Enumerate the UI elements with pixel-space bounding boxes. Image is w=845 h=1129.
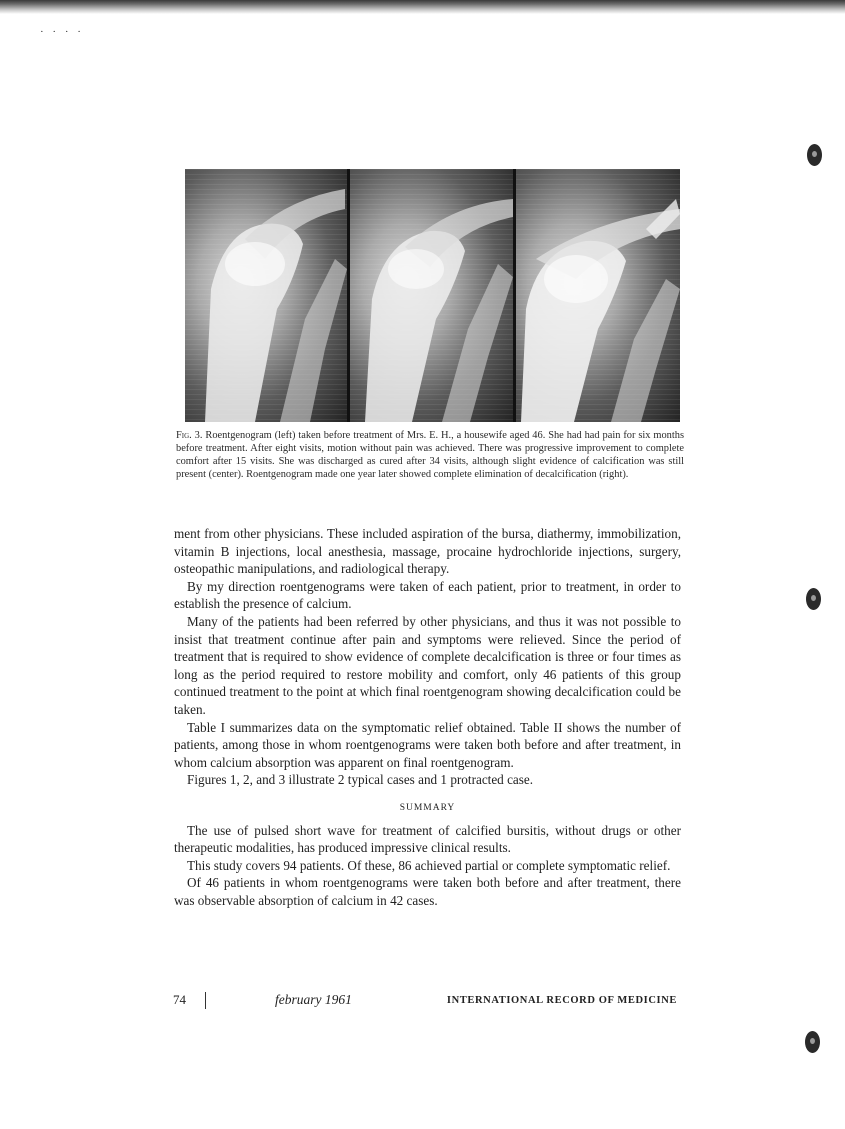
paragraph: Many of the patients had been referred by other physicians, and thus it was not possible to insist that treatment continue after pain and symptoms were relieved. Since the period of treatment that is required to show evidence of complete decalcification is three or four times as long as the period required to restore mobility and comfort, only 46 patients of this group continued treatment to the point at which final roentgenogram showing decalcification could be taken. [174,613,681,717]
paragraph: By my direction roentgenograms were taken of each patient, prior to treatment, in order to establish the presence of calcium. [174,578,681,612]
paragraph: ment from other physicians. These included aspiration of the bursa, diathermy, immobilization, vitamin B injections, local anesthesia, massage, procaine hydrochloride injections, surgery, osteopathic manipulations, and radiological therapy. [174,526,681,577]
summary-heading: SUMMARY [399,802,456,813]
issue-date: february 1961 [275,992,352,1007]
punch-hole [805,1031,820,1053]
summary-paragraph: The use of pulsed short wave for treatment of calcified bursitis, without drugs or other therapeutic modalities, has produced impressive clinical results. [174,822,681,856]
roentgenogram-right [516,169,680,422]
paragraph: Figures 1, 2, and 3 illustrate 2 typical cases and 1 protracted case. [187,772,534,788]
paragraph: Table I summarizes data on the symptomatic relief obtained. Table II shows the number of patients, among those in whom roentgenograms were taken both before and after treatment, in whom calcium absorption was apparent on final roentgenogram. [174,719,681,770]
punch-hole [807,144,822,166]
roentgenogram-center [350,169,516,422]
caption-label: Fig. 3. [176,430,203,441]
summary-paragraph: This study covers 94 patients. Of these, 86 achieved partial or complete symptomatic relief. [187,857,671,873]
scan-top-edge [0,0,845,14]
figure-3-roentgenograms [185,169,680,422]
summary-paragraph: Of 46 patients in whom roentgenograms were taken both before and after treatment, there was observable absorption of calcium in 42 cases. [174,875,681,908]
caption-text: Roentgenogram (left) taken before treatment of Mrs. E. H., a housewife aged 46. She had had pain for six months before treatment. After eight visits, motion without pain was achieved. There was progressive improvement to complete comfort after 15 visits. She was discharged as cured after 34 visits, although slight evidence of calcification was still present (center). Roentgenogram made one year later showed complete elimination of decalcification (right). [176,430,684,480]
roentgenogram-left [185,169,350,422]
page-footer [173,992,681,1012]
journal-name: INTERNATIONAL RECORD OF MEDICINE [446,995,677,1006]
figure-caption [176,430,684,482]
footer-divider [205,992,206,1009]
punch-hole [806,588,821,610]
article-body [174,525,681,909]
scan-specks: · · · · [40,26,84,38]
page-number: 74 [173,992,186,1007]
